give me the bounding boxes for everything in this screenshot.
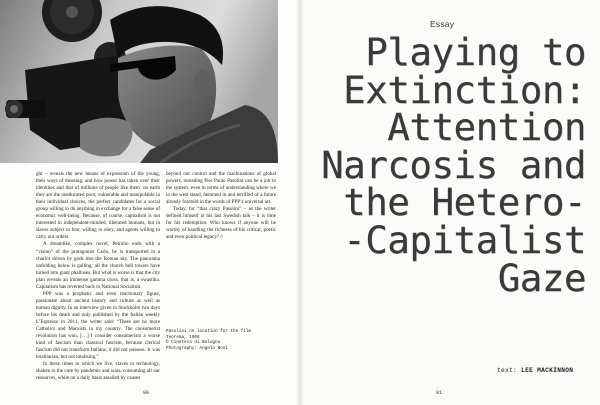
caption-line: Teorema, 1968 <box>166 334 200 340</box>
body-column-2 <box>166 171 276 241</box>
headline-line: Extinction: <box>343 67 586 112</box>
spine-gutter <box>296 0 304 405</box>
headline-line: the Hetero- <box>343 180 586 225</box>
headline-line: Narcosis and <box>321 142 586 187</box>
article-headline <box>316 30 586 300</box>
headline-line: Playing to <box>365 30 586 74</box>
byline-prefix: text: <box>497 367 522 374</box>
byline-author: LEE MACKINNON <box>521 367 574 374</box>
paragraph: ght – reveals the new means of expression of the young, their ways of dressing, and how power has taken over their identities and that of millions of people like them: on earth they are the uneducated poor, vulnerable and manipulable in their individual choices, the perfect candidates for a social group willing to do anything in exchange for a false sense of economic well-being. Because, of course, capitalism is not interested in independent-minded, liberated humans, but in slaves subject to fear, willing to obey, and agents willing to carry out orders. <box>36 171 160 241</box>
photo-pasolini-camera <box>0 0 278 163</box>
caption-line: Pasolini on location for the film <box>166 329 252 334</box>
caption-line: © Cineteca di Bologna <box>166 340 221 346</box>
caption-line: Photography: Angelo Novi <box>166 345 228 351</box>
paragraph: A dreamlike, complex novel, Petrolio ends with a “vision” of the protagonist Carlo, he is transported in a chariot driven by gods into the Roman sky. The panorama unfolding below is galling: all the church bell towers have turned into giant phalluses. But what is worse is that the city plan reveals an immense gamma cross, that is, a swastika. Capitalism has reverted back to National Socialism. <box>36 241 160 290</box>
paragraph: PPP was a prophetic and even reactionary figure, passionate about ancient history and culture as well as human dignity. In an interview given in Stockholm two days before his death and only published by the Italian weekly L’Espresso in 2011, the writer said: “There are no more Catholics and Marxists in my country. The consumerist revolution has won, […] I consider consumerism a worse kind of fascism than classical fascism, because clerical fascism did not transform Italians, it did not possess. It was totalitarian, but not totalising.” <box>36 290 160 361</box>
page-number-left: 90 <box>143 390 150 396</box>
paragraph: beyond our control and the machinations of global powers, rereading Pier Paolo Pasolini can be a jolt to the system, even in terms of understanding where we in the west stand, hemmed in and terrified of a future already foretold in the words of PPP’s universal art. <box>166 171 276 206</box>
headline-line: -Capitalist <box>343 217 586 262</box>
headline-line: Gaze <box>497 255 586 300</box>
section-label: Essay <box>430 19 455 29</box>
body-column-1 <box>36 171 160 382</box>
photo-illustration <box>0 0 278 163</box>
paragraph: In these times in which we live, slaves to technology, shaken to the core by pandemic and wars, consuming all our resources, while on a daily basis assailed by causes <box>36 361 160 382</box>
headline-line: Attention <box>387 105 586 150</box>
byline <box>497 367 573 374</box>
page-number-right: 91 <box>436 390 443 396</box>
photo-caption <box>166 329 276 351</box>
paragraph: Today, for “that crazy Pasolini” – as the writer defined himself in his last Swedish talk – it is time for his redemption. Who knows if anyone will be worthy of handling the richness of his critical, poetic and even political legacy? // <box>166 206 276 241</box>
